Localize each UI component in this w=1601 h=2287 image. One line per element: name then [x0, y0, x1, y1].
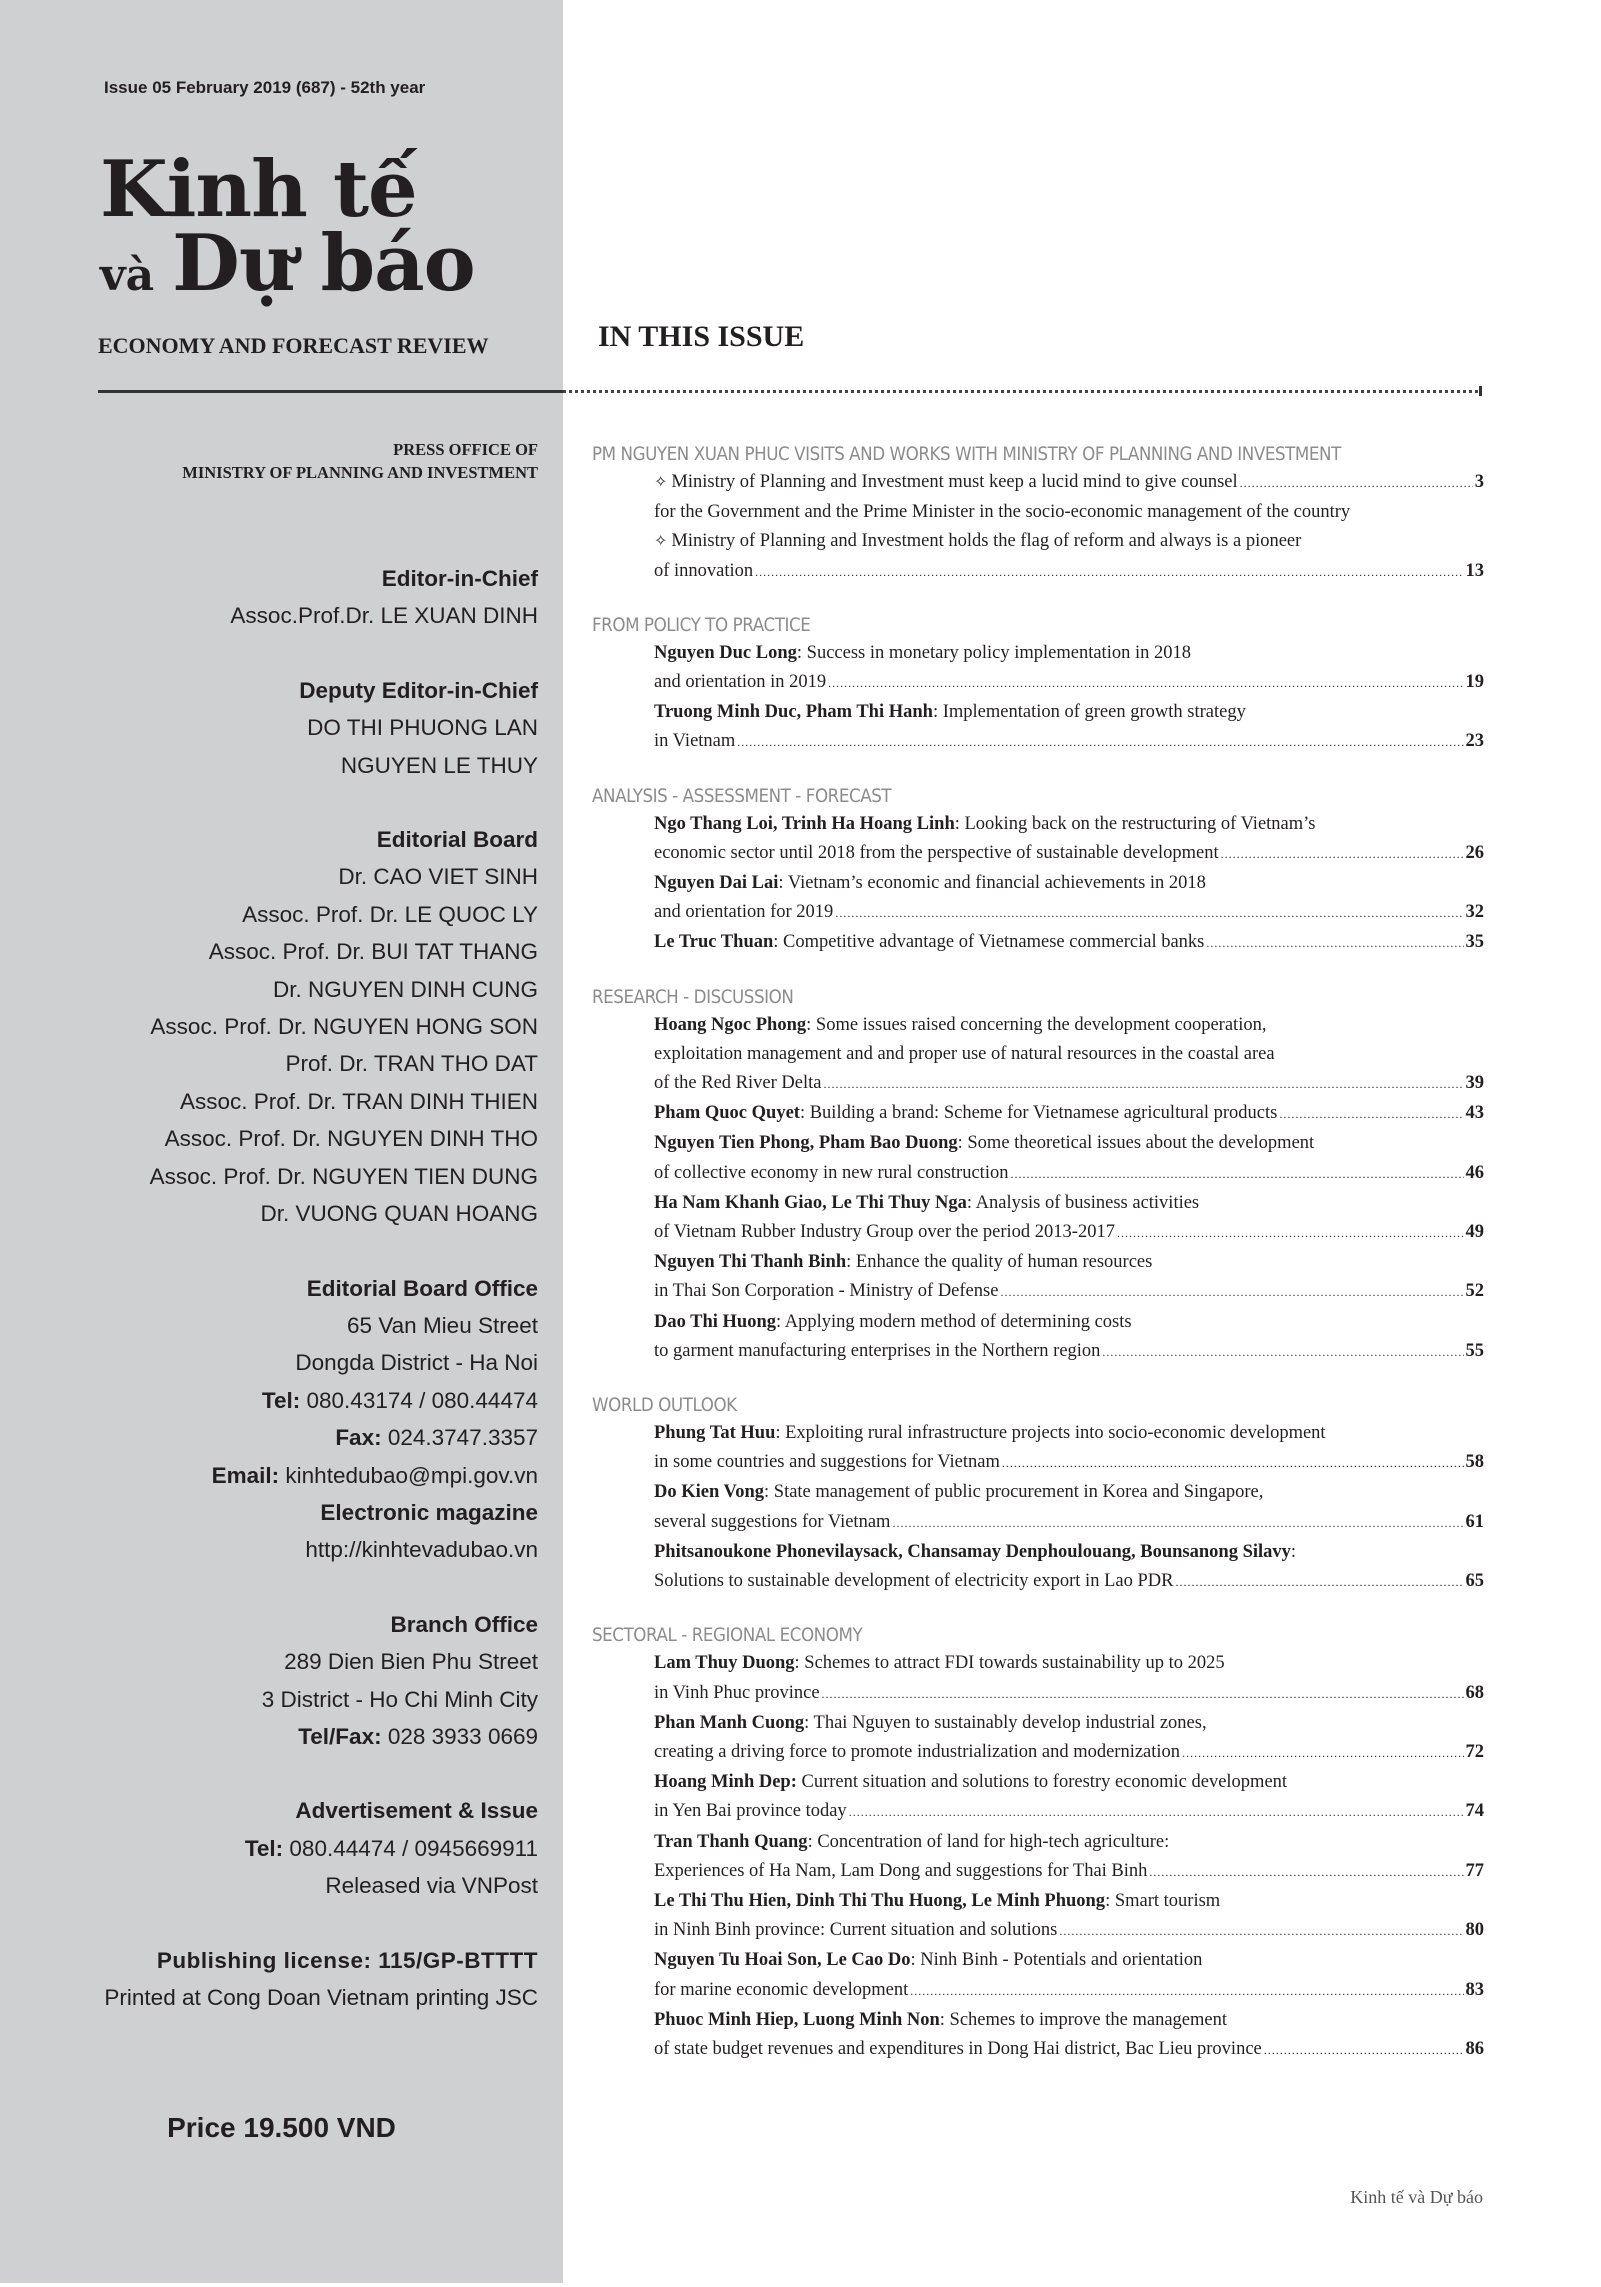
- entry-title: of the Red River Delta: [654, 1073, 822, 1094]
- section-title: ANALYSIS - ASSESSMENT - FORECAST: [592, 784, 892, 807]
- masthead-logo: [100, 144, 475, 325]
- toc-entry[interactable]: [592, 1189, 1484, 1248]
- office-address-2: Dongda District - Ha Noi: [295, 1350, 538, 1376]
- printed-at: Printed at Cong Doan Vietnam printing JSC: [104, 1985, 538, 2010]
- dot-leader: [1206, 929, 1463, 958]
- masthead-subtitle: ECONOMY AND FORECAST REVIEW: [98, 333, 489, 358]
- editor-in-chief-heading: Editor-in-Chief: [381, 566, 538, 591]
- dot-leader: [1002, 1449, 1464, 1478]
- header-rule-dotted: [563, 390, 1478, 393]
- entry-title: : State management of public procurement in Korea and Singapore,: [764, 1482, 1264, 1503]
- entry-title: several suggestions for Vietnam: [654, 1511, 891, 1532]
- office-address-1: 65 Van Mieu Street: [347, 1312, 538, 1338]
- toc-entry[interactable]: [592, 1308, 1484, 1367]
- entry-title: creating a driving force to promote industrialization and modernization: [654, 1741, 1181, 1762]
- entry-title: in Ninh Binh province: Current situation and solutions: [654, 1920, 1058, 1941]
- entry-title: : Ninh Binh - Potentials and orientation: [910, 1950, 1203, 1971]
- header-rule-solid: [98, 390, 563, 393]
- entry-author: Pham Quoc Quyet: [654, 1103, 800, 1124]
- board-member: Assoc. Prof. Dr. NGUYEN TIEN DUNG: [149, 1163, 538, 1189]
- entry-title: : Implementation of green growth strategy: [932, 702, 1246, 723]
- fax-value: 024.3747.3357: [387, 1425, 538, 1451]
- toc-section: [592, 440, 1484, 587]
- telfax-label: Tel/Fax:: [298, 1723, 382, 1749]
- dot-leader: [1175, 1568, 1463, 1597]
- entry-title: : Thai Nguyen to sustainably develop industrial zones,: [804, 1712, 1207, 1733]
- entry-title: in some countries and suggestions for Vietnam: [654, 1452, 1000, 1473]
- page-number: 13: [1465, 560, 1484, 581]
- page-number: 43: [1465, 1103, 1484, 1124]
- board-member: Dr. CAO VIET SINH: [338, 864, 538, 890]
- masthead-line2: [100, 218, 475, 325]
- editor-in-chief-name: Assoc.Prof.Dr. LE XUAN DINH: [230, 603, 538, 629]
- page-number: 52: [1465, 1281, 1484, 1302]
- advertisement-tel: [104, 1830, 538, 1867]
- toc-entry[interactable]: [592, 468, 1484, 527]
- entry-title: :: [1290, 1541, 1297, 1562]
- table-of-contents: [592, 440, 1484, 2089]
- board-member: Prof. Dr. TRAN THO DAT: [285, 1051, 538, 1077]
- branch-heading: Branch Office: [390, 1611, 538, 1637]
- entry-author: Nguyen Dai Lai: [654, 873, 779, 894]
- dot-leader: [910, 1977, 1463, 2006]
- dot-leader: [1240, 469, 1473, 498]
- entry-title: in Thai Son Corporation - Ministry of Defense: [654, 1281, 999, 1302]
- page-number: 39: [1465, 1073, 1484, 1094]
- entry-author: Nguyen Tien Phong, Pham Bao Duong: [654, 1133, 958, 1154]
- dot-leader: [737, 728, 1463, 757]
- emag-heading: Electronic magazine: [320, 1499, 538, 1525]
- page-number: 80: [1465, 1920, 1484, 1941]
- entry-title: : Success in monetary policy implementation in 2018: [796, 642, 1191, 663]
- page-number: 61: [1465, 1511, 1484, 1532]
- emag-link[interactable]: http://kinhtevadubao.vn: [305, 1537, 538, 1563]
- entry-author: Phung Tat Huu: [654, 1423, 776, 1444]
- board-member: Dr. VUONG QUAN HOANG: [260, 1201, 538, 1227]
- entry-title: : Vietnam’s economic and financial achievements in 2018: [778, 873, 1206, 894]
- toc-entry[interactable]: [592, 527, 1484, 586]
- entry-author: Hoang Ngoc Phong: [654, 1014, 807, 1035]
- deputy-heading: Deputy Editor-in-Chief: [299, 677, 538, 703]
- running-footer: Kinh tế và Dự báo: [1350, 2187, 1483, 2207]
- entry-author: Lam Thuy Duong: [654, 1653, 795, 1674]
- press-office-line2: MINISTRY OF PLANNING AND INVESTMENT: [182, 463, 538, 482]
- issue-line: Issue 05 February 2019 (687) - 52th year: [104, 78, 426, 97]
- entry-title: Experiences of Ha Nam, Lam Dong and suggestions for Thai Binh: [654, 1860, 1148, 1881]
- toc-entry[interactable]: [592, 1478, 1484, 1537]
- dot-leader: [835, 899, 1463, 928]
- entry-author: Le Thi Thu Hien, Dinh Thi Thu Huong, Le Minh Phuong: [654, 1890, 1106, 1911]
- masthead-staff: [104, 560, 538, 2016]
- entry-title: : Enhance the quality of human resources: [846, 1252, 1153, 1273]
- toc-section: [592, 1621, 1484, 2065]
- tel-value: 080.43174 / 080.44474: [306, 1387, 538, 1413]
- entry-title: and orientation in 2019: [654, 672, 827, 693]
- page-number: 32: [1465, 902, 1484, 923]
- entry-author: Le Truc Thuan: [654, 932, 774, 953]
- entry-title: : Schemes to attract FDI towards sustainability up to 2025: [794, 1653, 1225, 1674]
- page-number: 86: [1465, 2038, 1484, 2059]
- publishing-license: Publishing license: 115/GP-BTTTT: [156, 1947, 538, 1973]
- toc-entry[interactable]: [592, 928, 1484, 958]
- page-number: 55: [1465, 1340, 1484, 1361]
- entry-title: Current situation and solutions to forestry economic development: [796, 1772, 1288, 1793]
- dot-leader: [1102, 1338, 1463, 1367]
- entry-title: : Competitive advantage of Vietnamese commercial banks: [773, 932, 1205, 953]
- header-rule-end: [1479, 386, 1482, 396]
- masthead-line1: Kinh tế: [100, 144, 417, 235]
- section-title: WORLD OUTLOOK: [592, 1394, 737, 1417]
- toc-entry[interactable]: [592, 1538, 1484, 1597]
- page-number: 58: [1465, 1452, 1484, 1473]
- entry-title: : Schemes to improve the management: [939, 2009, 1227, 2030]
- entry-author: Nguyen Tu Hoai Son, Le Cao Do: [654, 1950, 911, 1971]
- entry-title: of innovation: [654, 560, 754, 581]
- dot-leader: [849, 1798, 1464, 1827]
- page-number: 35: [1465, 932, 1484, 953]
- entry-title: Ministry of Planning and Investment holds the flag of reform and always is a pioneer: [671, 531, 1302, 552]
- adv-tel-label: Tel:: [244, 1835, 284, 1861]
- dot-leader: [1059, 1917, 1463, 1946]
- entry-title: of state budget revenues and expenditures in Dong Hai district, Bac Lieu province: [654, 2038, 1262, 2059]
- toc-entry[interactable]: [592, 1129, 1484, 1188]
- entry-title: Solutions to sustainable development of electricity export in Lao PDR: [654, 1571, 1174, 1592]
- entry-title: of Vietnam Rubber Industry Group over the period 2013-2017: [654, 1222, 1115, 1243]
- email-link[interactable]: kinhtedubao@mpi.gov.vn: [285, 1462, 538, 1488]
- entry-title: of collective economy in new rural construction: [654, 1162, 1009, 1183]
- toc-entry[interactable]: [592, 1709, 1484, 1768]
- entry-title: : Applying modern method of determining costs: [776, 1311, 1132, 1332]
- dot-leader: [1264, 2036, 1464, 2065]
- board-member: Assoc. Prof. Dr. TRAN DINH THIEN: [180, 1088, 538, 1114]
- star-bullet-icon: ✧: [654, 474, 668, 491]
- dot-leader: [828, 669, 1463, 698]
- entry-author: Nguyen Duc Long: [654, 642, 797, 663]
- entry-title: : Smart tourism: [1105, 1890, 1221, 1911]
- entry-title: exploitation management and and proper use of natural resources in the coastal area: [654, 1043, 1275, 1064]
- entry-author: Tran Thanh Quang: [654, 1831, 808, 1852]
- toc-entry[interactable]: [592, 869, 1484, 928]
- toc-section: [592, 782, 1484, 959]
- entry-title: : Exploiting rural infrastructure projects into socio-economic development: [775, 1423, 1326, 1444]
- tel-label: Tel:: [261, 1387, 301, 1413]
- office-fax: [104, 1419, 538, 1456]
- board-member: Assoc. Prof. Dr. BUI TAT THANG: [208, 939, 538, 965]
- dot-leader: [1279, 1100, 1463, 1129]
- entry-author: Dao Thi Huong: [654, 1311, 777, 1332]
- toc-entry[interactable]: [592, 1887, 1484, 1946]
- page-number: 72: [1465, 1741, 1484, 1762]
- toc-entry[interactable]: [592, 1828, 1484, 1887]
- release-info: Released via VNPost: [325, 1873, 538, 1899]
- branch-address-1: 289 Dien Bien Phu Street: [284, 1649, 538, 1675]
- page-number: 46: [1465, 1162, 1484, 1183]
- section-title: RESEARCH - DISCUSSION: [592, 985, 794, 1008]
- entry-title: for the Government and the Prime Minister in the socio-economic management of the country: [654, 502, 1351, 523]
- masthead-du-bao: Dự báo: [172, 218, 475, 309]
- toc-section: [592, 983, 1484, 1367]
- entry-title: in Vietnam: [654, 731, 736, 752]
- page-number: 65: [1465, 1571, 1484, 1592]
- board-member: Assoc. Prof. Dr. LE QUOC LY: [242, 901, 538, 927]
- page-number: 74: [1465, 1801, 1484, 1822]
- fax-label: Fax:: [335, 1425, 382, 1451]
- toc-entry[interactable]: [592, 2006, 1484, 2065]
- page-number: 23: [1465, 731, 1484, 752]
- dot-leader: [1117, 1219, 1464, 1248]
- toc-entry[interactable]: [592, 1248, 1484, 1307]
- entry-title: : Some issues raised concerning the development cooperation,: [806, 1014, 1267, 1035]
- toc-entry[interactable]: [592, 1946, 1484, 2005]
- entry-title: and orientation for 2019: [654, 902, 834, 923]
- toc-entry[interactable]: [592, 1011, 1484, 1100]
- page-number: 49: [1465, 1222, 1484, 1243]
- entry-author: Ha Nam Khanh Giao, Le Thi Thuy Nga: [654, 1192, 967, 1213]
- page-number: 83: [1465, 1979, 1484, 2000]
- dot-leader: [1221, 840, 1464, 869]
- telfax-value: 028 3933 0669: [387, 1723, 538, 1749]
- toc-entry[interactable]: [592, 1768, 1484, 1827]
- price-text: Price 19.500 VND: [167, 2112, 396, 2143]
- dot-leader: [823, 1070, 1463, 1099]
- entry-author: Ngo Thang Loi, Trinh Ha Hoang Linh: [654, 813, 955, 834]
- entry-title: for marine economic development: [654, 1979, 909, 2000]
- star-bullet-icon: ✧: [654, 533, 668, 551]
- section-title: FROM POLICY TO PRACTICE: [592, 613, 811, 636]
- branch-telfax: [104, 1718, 538, 1755]
- section-title: PM NGUYEN XUAN PHUC VISITS AND WORKS WITH MINISTRY OF PLANNING AND INVESTMENT: [592, 443, 1341, 465]
- entry-title: economic sector until 2018 from the perspective of sustainable development: [654, 842, 1219, 863]
- page-number: 26: [1465, 842, 1484, 863]
- dot-leader: [892, 1509, 1463, 1538]
- toc-entry[interactable]: [592, 698, 1484, 757]
- entry-author: Do Kien Vong: [654, 1482, 765, 1503]
- toc-entry[interactable]: [592, 1099, 1484, 1129]
- adv-tel-value: 080.44474 / 0945669911: [289, 1835, 538, 1861]
- editorial-board-heading: Editorial Board: [376, 827, 538, 853]
- page-number: 68: [1465, 1682, 1484, 1703]
- deputy-name: DO THI PHUONG LAN: [307, 715, 538, 741]
- toc-entry[interactable]: [592, 639, 1484, 698]
- press-office: [182, 438, 538, 484]
- board-member: Assoc. Prof. Dr. NGUYEN HONG SON: [150, 1014, 538, 1040]
- entry-author: Hoang Minh Dep:: [654, 1772, 797, 1793]
- page-number: 19: [1465, 672, 1484, 693]
- toc-entry[interactable]: [592, 810, 1484, 869]
- in-this-issue-heading: IN THIS ISSUE: [598, 320, 805, 353]
- toc-entry[interactable]: [592, 1419, 1484, 1478]
- dot-leader: [1010, 1160, 1463, 1189]
- press-office-line1: PRESS OFFICE OF: [393, 440, 538, 459]
- office-email: [104, 1457, 538, 1494]
- dot-leader: [1182, 1739, 1463, 1768]
- office-tel: [104, 1382, 538, 1419]
- entry-title: in Yen Bai province today: [654, 1801, 847, 1822]
- price: [0, 2112, 563, 2144]
- email-label: Email:: [211, 1462, 280, 1488]
- entry-author: Truong Minh Duc, Pham Thi Hanh: [654, 702, 933, 723]
- section-title: SECTORAL - REGIONAL ECONOMY: [592, 1624, 863, 1647]
- masthead-va: và: [100, 250, 155, 301]
- deputy-name: NGUYEN LE THUY: [340, 752, 538, 778]
- dot-leader: [1000, 1278, 1463, 1307]
- branch-address-2: 3 District - Ho Chi Minh City: [261, 1686, 538, 1712]
- entry-title: : Some theoretical issues about the development: [957, 1133, 1315, 1154]
- entry-author: Phitsanoukone Phonevilaysack, Chansamay Denphoulouang, Bounsanong Silavy: [654, 1541, 1291, 1562]
- dot-leader: [822, 1680, 1464, 1709]
- entry-title: in Vinh Phuc province: [654, 1682, 820, 1703]
- entry-title: : Building a brand: Scheme for Vietnamese agricultural products: [799, 1103, 1278, 1124]
- advertisement-heading: Advertisement & Issue: [295, 1798, 538, 1824]
- toc-section: [592, 611, 1484, 758]
- entry-title: to garment manufacturing enterprises in the Northern region: [654, 1340, 1101, 1361]
- dot-leader: [755, 558, 1463, 587]
- page-number: 77: [1465, 1860, 1484, 1881]
- entry-title: Ministry of Planning and Investment must keep a lucid mind to give counsel: [671, 472, 1238, 492]
- entry-title: : Concentration of land for high-tech agriculture:: [807, 1831, 1170, 1852]
- entry-author: Phuoc Minh Hiep, Luong Minh Non: [654, 2009, 940, 2030]
- toc-entry[interactable]: [592, 1649, 1484, 1708]
- office-heading: Editorial Board Office: [306, 1275, 538, 1301]
- entry-title: : Analysis of business activities: [966, 1192, 1200, 1213]
- page-number: 3: [1474, 472, 1484, 492]
- entry-author: Phan Manh Cuong: [654, 1712, 805, 1733]
- board-member: Assoc. Prof. Dr. NGUYEN DINH THO: [164, 1126, 538, 1152]
- entry-author: Nguyen Thi Thanh Binh: [654, 1252, 847, 1273]
- toc-section: [592, 1391, 1484, 1597]
- dot-leader: [1149, 1858, 1463, 1887]
- board-member: Dr. NGUYEN DINH CUNG: [272, 976, 538, 1002]
- entry-title: : Looking back on the restructuring of Vietnam’s: [954, 813, 1316, 834]
